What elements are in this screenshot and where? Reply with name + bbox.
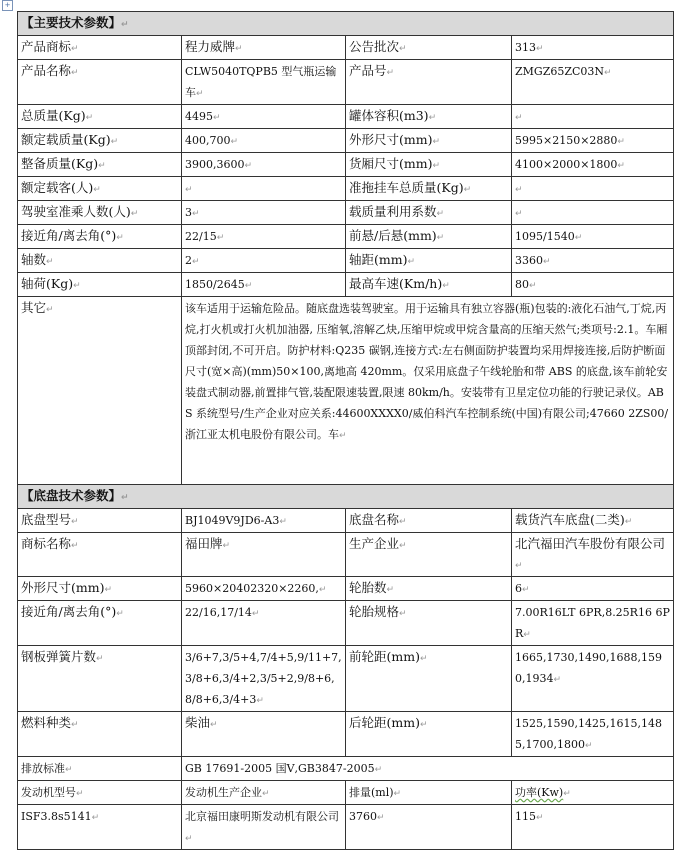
table-cell — [182, 577, 346, 601]
param-value: ISF3.8s5141 — [21, 810, 92, 823]
table-cell — [18, 249, 182, 273]
param-label: 准拖挂车总质量(Kg) — [349, 180, 464, 195]
cell-end-mark: ↵ — [463, 185, 472, 195]
table-row-engine — [18, 805, 674, 850]
table-cell — [182, 646, 346, 712]
section-title-cell — [18, 12, 674, 36]
param-label: 前轮距(mm) — [349, 649, 420, 664]
param-label: 外形尺寸(mm) — [21, 580, 105, 595]
cell-end-mark: ↵ — [244, 281, 253, 291]
param-label: 轴荷(Kg) — [21, 276, 74, 291]
table-cell — [346, 805, 512, 850]
table-cell — [346, 153, 512, 177]
table-row — [18, 225, 674, 249]
table-cell — [346, 601, 512, 646]
table-cell — [346, 36, 512, 60]
param-label: 底盘名称 — [349, 512, 400, 527]
param-label: 燃料种类 — [21, 715, 72, 730]
param-value: 4100×2000×1800 — [515, 158, 618, 171]
table-cell — [18, 273, 182, 297]
cell-end-mark: ↵ — [432, 161, 441, 171]
cell-end-mark: ↵ — [210, 720, 218, 730]
param-value: 1525,1590,1425,1615,1485,1700,1800 — [515, 717, 662, 751]
table-cell — [512, 781, 674, 805]
param-label: 额定载客(人) — [21, 180, 94, 195]
table-cell — [346, 273, 512, 297]
param-label: 最高车速(Km/h) — [349, 276, 443, 291]
table-row — [18, 153, 674, 177]
param-value: 3760 — [349, 810, 377, 823]
table-cell — [346, 781, 512, 805]
table-cell — [346, 105, 512, 129]
table-anchor-icon[interactable]: + — [2, 0, 13, 11]
table-cell — [18, 129, 182, 153]
cell-end-mark: ↵ — [543, 257, 551, 267]
table-cell — [18, 225, 182, 249]
table-row — [18, 177, 674, 201]
param-value: 1850/2645 — [185, 278, 245, 291]
cell-end-mark: ↵ — [442, 281, 450, 291]
table-cell — [512, 273, 674, 297]
table-cell — [512, 60, 674, 105]
section-header-chassis — [18, 485, 674, 509]
cell-end-mark: ↵ — [130, 209, 139, 219]
table-row — [18, 577, 674, 601]
param-value: 1095/1540 — [515, 230, 575, 243]
cell-end-mark: ↵ — [71, 720, 79, 730]
param-label: 钢板弹簧片数 — [21, 649, 97, 664]
param-label: 前悬/后悬(mm) — [349, 228, 437, 243]
table-cell — [18, 805, 182, 850]
param-label: 轮胎数 — [349, 580, 387, 595]
cell-end-mark: ↵ — [85, 113, 94, 123]
cell-end-mark: ↵ — [216, 233, 225, 243]
cell-end-mark: ↵ — [407, 257, 416, 267]
table-cell — [346, 249, 512, 273]
table-row — [18, 36, 674, 60]
cell-end-mark: ↵ — [617, 137, 625, 147]
param-value: 6 — [515, 582, 522, 595]
table-row — [18, 249, 674, 273]
param-value: 3360 — [515, 254, 543, 267]
cell-end-mark: ↵ — [192, 209, 200, 219]
cell-end-mark: ↵ — [374, 765, 383, 775]
cell-end-mark: ↵ — [419, 654, 428, 664]
param-label: 商标名称 — [21, 536, 72, 551]
table-cell — [346, 60, 512, 105]
param-value: 4495 — [185, 110, 213, 123]
param-label: 驾驶室准乘人数(人) — [21, 204, 131, 219]
cell-end-mark: ↵ — [91, 813, 100, 823]
table-cell — [512, 509, 674, 533]
table-cell — [182, 225, 346, 249]
table-cell — [182, 249, 346, 273]
param-value: BJ1049V9JD6-A3 — [185, 514, 280, 527]
cell-end-mark: ↵ — [563, 789, 571, 799]
cell-end-mark: ↵ — [98, 161, 106, 171]
cell-end-mark: ↵ — [399, 541, 407, 551]
cell-end-mark: ↵ — [428, 113, 437, 123]
param-value: 福田牌 — [185, 536, 223, 551]
section-title-main: 【主要技术参数】 — [21, 15, 122, 30]
table-cell — [512, 153, 674, 177]
table-cell — [346, 533, 512, 577]
table-row — [18, 646, 674, 712]
table-row — [18, 601, 674, 646]
cell-end-mark: ↵ — [536, 44, 544, 54]
table-cell — [182, 105, 346, 129]
table-cell — [182, 757, 674, 781]
cell-end-mark: ↵ — [436, 209, 445, 219]
table-cell — [346, 201, 512, 225]
table-cell — [512, 129, 674, 153]
param-value: 3/6+7,3/5+4,7/4+5,9/11+7,3/8+6,3/4+2,3/5+2,9/8+6,8/8+6,3/4+3 — [185, 651, 342, 706]
table-cell — [18, 509, 182, 533]
cell-end-mark: ↵ — [185, 834, 193, 844]
cell-end-mark: ↵ — [235, 44, 243, 54]
cell-end-mark: ↵ — [93, 185, 101, 195]
cell-end-mark: ↵ — [522, 585, 530, 595]
param-label: 轴距(mm) — [349, 252, 408, 267]
table-cell — [512, 225, 674, 249]
section-title-chassis: 【底盘技术参数】 — [21, 488, 122, 503]
table-cell — [512, 601, 674, 646]
table-cell — [512, 805, 674, 850]
param-value: 5995×2150×2880 — [515, 134, 618, 147]
param-value: 115 — [515, 810, 536, 823]
param-value: 80 — [515, 278, 529, 291]
cell-end-mark: ↵ — [121, 20, 129, 30]
cell-end-mark: ↵ — [419, 720, 428, 730]
section-header-main — [18, 12, 674, 36]
table-cell — [18, 36, 182, 60]
cell-end-mark: ↵ — [624, 517, 633, 527]
cell-end-mark: ↵ — [436, 233, 445, 243]
table-cell — [512, 577, 674, 601]
table-row — [18, 60, 674, 105]
param-value: 3 — [185, 206, 192, 219]
table-cell — [18, 105, 182, 129]
cell-end-mark: ↵ — [515, 185, 523, 195]
table-cell — [18, 577, 182, 601]
param-label: 产品名称 — [21, 63, 72, 78]
table-cell — [512, 646, 674, 712]
cell-end-mark: ↵ — [213, 113, 221, 123]
param-label: 外形尺寸(mm) — [349, 132, 433, 147]
table-cell — [346, 225, 512, 249]
cell-end-mark: ↵ — [244, 161, 253, 171]
other-description: 该车适用于运输危险品。随底盘选装驾驶室。用于运输具有独立容器(瓶)包装的:液化石油气,丁烷,丙烷,打火机或打火机加油器, 压缩氧,溶解乙炔,压缩甲烷或甲烷含量高的压缩天然气;类项号:2.1。车厢顶部封闭,不可开启。防护材料:Q235 碳钢,连接方式:左右侧面防护装置均采用焊接连接,后防护断面尺寸(宽×高)(mm)50×100,离地高 420mm。仅采用底盘子午线轮胎和带 ABS 的底盘,该车前轮安装盘式制动器,前置排气管,装配限速装置,限速 80km/h。安装带有卫星定位功能的行驶记录仪。ABS 系统型号/生产企业对应关系:44600XXXX0/威伯科汽车控制系统(中国)有限公司;47660 2ZS00/浙江亚太机电股份有限公司。车 — [185, 302, 669, 441]
param-label: 底盘型号 — [21, 512, 72, 527]
table-cell — [512, 249, 674, 273]
cell-end-mark: ↵ — [399, 44, 407, 54]
cell-end-mark: ↵ — [256, 696, 264, 706]
column-header: 发动机生产企业 — [185, 786, 262, 799]
table-cell — [346, 646, 512, 712]
table-cell — [512, 177, 674, 201]
param-value: 5960×20402320×2260, — [185, 582, 319, 595]
table-cell — [346, 177, 512, 201]
param-label: 后轮距(mm) — [349, 715, 420, 730]
param-value: 22/15 — [185, 230, 217, 243]
column-header: 功率(Kw) — [515, 786, 564, 799]
param-value: 7.00R16LT 6PR,8.25R16 6PR — [515, 606, 670, 640]
table-cell — [182, 533, 346, 577]
cell-end-mark: ↵ — [104, 585, 113, 595]
table-row — [18, 105, 674, 129]
param-value: 1665,1730,1490,1688,1590,1934 — [515, 651, 662, 685]
param-value: ZMGZ65ZC03N — [515, 65, 605, 78]
param-label: 轴数 — [21, 252, 47, 267]
cell-end-mark: ↵ — [96, 654, 104, 664]
table-cell — [512, 201, 674, 225]
cell-end-mark: ↵ — [386, 68, 395, 78]
param-label: 生产企业 — [349, 536, 400, 551]
table-cell — [346, 577, 512, 601]
param-value: 313 — [515, 41, 536, 54]
cell-end-mark: ↵ — [230, 137, 239, 147]
cell-end-mark: ↵ — [71, 68, 79, 78]
cell-end-mark: ↵ — [185, 185, 193, 195]
param-label: 额定载质量(Kg) — [21, 132, 111, 147]
cell-end-mark: ↵ — [553, 675, 562, 685]
cell-end-mark: ↵ — [523, 630, 531, 640]
cell-end-mark: ↵ — [386, 585, 395, 595]
param-label: 产品商标 — [21, 39, 72, 54]
cell-end-mark: ↵ — [110, 137, 119, 147]
table-row — [18, 533, 674, 577]
cell-end-mark: ↵ — [65, 765, 73, 775]
table-row — [18, 509, 674, 533]
param-value: 北京福田康明斯发动机有限公司 — [185, 810, 339, 823]
table-cell — [182, 781, 346, 805]
cell-end-mark: ↵ — [432, 137, 441, 147]
cell-end-mark: ↵ — [617, 161, 625, 171]
table-cell — [182, 601, 346, 646]
table-row — [18, 129, 674, 153]
column-header: 发动机型号 — [21, 786, 76, 799]
table-cell — [182, 60, 346, 105]
cell-end-mark: ↵ — [279, 517, 287, 527]
param-value: CLW5040TQPB5 型气瓶运输车 — [185, 65, 337, 99]
cell-end-mark: ↵ — [393, 789, 402, 799]
param-value: 2 — [185, 254, 192, 267]
param-label: 公告批次 — [349, 39, 400, 54]
table-row — [18, 712, 674, 757]
param-label: 罐体容积(m3) — [349, 108, 429, 123]
param-label: 轮胎规格 — [349, 604, 400, 619]
cell-end-mark: ↵ — [71, 44, 79, 54]
table-cell — [18, 757, 182, 781]
cell-end-mark: ↵ — [399, 609, 407, 619]
table-cell — [512, 105, 674, 129]
table-cell — [18, 60, 182, 105]
cell-end-mark: ↵ — [251, 609, 260, 619]
table-cell — [18, 781, 182, 805]
table-cell — [182, 273, 346, 297]
table-cell — [182, 712, 346, 757]
param-label: 货厢尺寸(mm) — [349, 156, 433, 171]
table-row-engine-header — [18, 781, 674, 805]
cell-end-mark: ↵ — [536, 813, 544, 823]
section-title-cell — [18, 485, 674, 509]
cell-end-mark: ↵ — [73, 281, 81, 291]
cell-end-mark: ↵ — [318, 585, 327, 595]
table-cell — [18, 297, 182, 485]
cell-end-mark: ↵ — [584, 741, 593, 751]
table-cell — [512, 533, 674, 577]
table-cell — [18, 177, 182, 201]
table-row-other — [18, 297, 674, 485]
table-cell — [182, 177, 346, 201]
table-row — [18, 273, 674, 297]
cell-end-mark: ↵ — [377, 813, 385, 823]
cell-end-mark: ↵ — [399, 517, 407, 527]
spec-table — [17, 11, 674, 850]
param-value: 3900,3600 — [185, 158, 245, 171]
param-value: 程力威牌 — [185, 39, 236, 54]
cell-end-mark: ↵ — [604, 68, 612, 78]
param-value: 北汽福田汽车股份有限公司 — [515, 536, 666, 551]
cell-end-mark: ↵ — [71, 541, 79, 551]
column-header: 排量(ml) — [349, 786, 394, 799]
param-label: 载质量利用系数 — [349, 204, 437, 219]
table-cell — [18, 646, 182, 712]
table-cell — [182, 153, 346, 177]
param-label: 其它 — [21, 300, 47, 315]
cell-end-mark: ↵ — [515, 209, 523, 219]
param-label: 接近角/离去角(°) — [21, 604, 117, 619]
cell-end-mark: ↵ — [339, 431, 347, 441]
cell-end-mark: ↵ — [121, 493, 129, 503]
cell-end-mark: ↵ — [192, 257, 200, 267]
cell-end-mark: ↵ — [222, 541, 231, 551]
cell-end-mark: ↵ — [71, 517, 79, 527]
param-value: GB 17691-2005 国Ⅴ,GB3847-2005 — [185, 762, 375, 775]
cell-end-mark: ↵ — [196, 89, 204, 99]
param-label: 接近角/离去角(°) — [21, 228, 117, 243]
table-cell — [182, 201, 346, 225]
cell-end-mark: ↵ — [116, 609, 124, 619]
table-cell — [18, 533, 182, 577]
table-cell — [18, 712, 182, 757]
param-value: 柴油 — [185, 715, 211, 730]
cell-end-mark: ↵ — [46, 305, 54, 315]
cell-end-mark: ↵ — [46, 257, 54, 267]
table-cell — [346, 712, 512, 757]
table-cell — [346, 509, 512, 533]
param-label: 整备质量(Kg) — [21, 156, 99, 171]
param-value: 载货汽车底盘(二类) — [515, 512, 625, 527]
cell-end-mark: ↵ — [262, 789, 270, 799]
table-cell — [182, 297, 674, 485]
table-cell — [182, 509, 346, 533]
cell-end-mark: ↵ — [76, 789, 84, 799]
cell-end-mark: ↵ — [574, 233, 583, 243]
table-cell — [18, 601, 182, 646]
table-cell — [18, 201, 182, 225]
param-value: 400,700 — [185, 134, 231, 147]
cell-end-mark: ↵ — [515, 113, 523, 123]
param-label: 总质量(Kg) — [21, 108, 86, 123]
table-cell — [182, 36, 346, 60]
table-row-emission — [18, 757, 674, 781]
table-cell — [182, 129, 346, 153]
param-value: 22/16,17/14 — [185, 606, 252, 619]
param-label: 产品号 — [349, 63, 387, 78]
table-cell — [18, 153, 182, 177]
param-label: 排放标准 — [21, 762, 65, 775]
cell-end-mark: ↵ — [515, 561, 523, 571]
table-row — [18, 201, 674, 225]
cell-end-mark: ↵ — [529, 281, 537, 291]
table-cell — [512, 712, 674, 757]
table-cell — [182, 805, 346, 850]
table-cell — [512, 36, 674, 60]
cell-end-mark: ↵ — [116, 233, 124, 243]
table-cell — [346, 129, 512, 153]
